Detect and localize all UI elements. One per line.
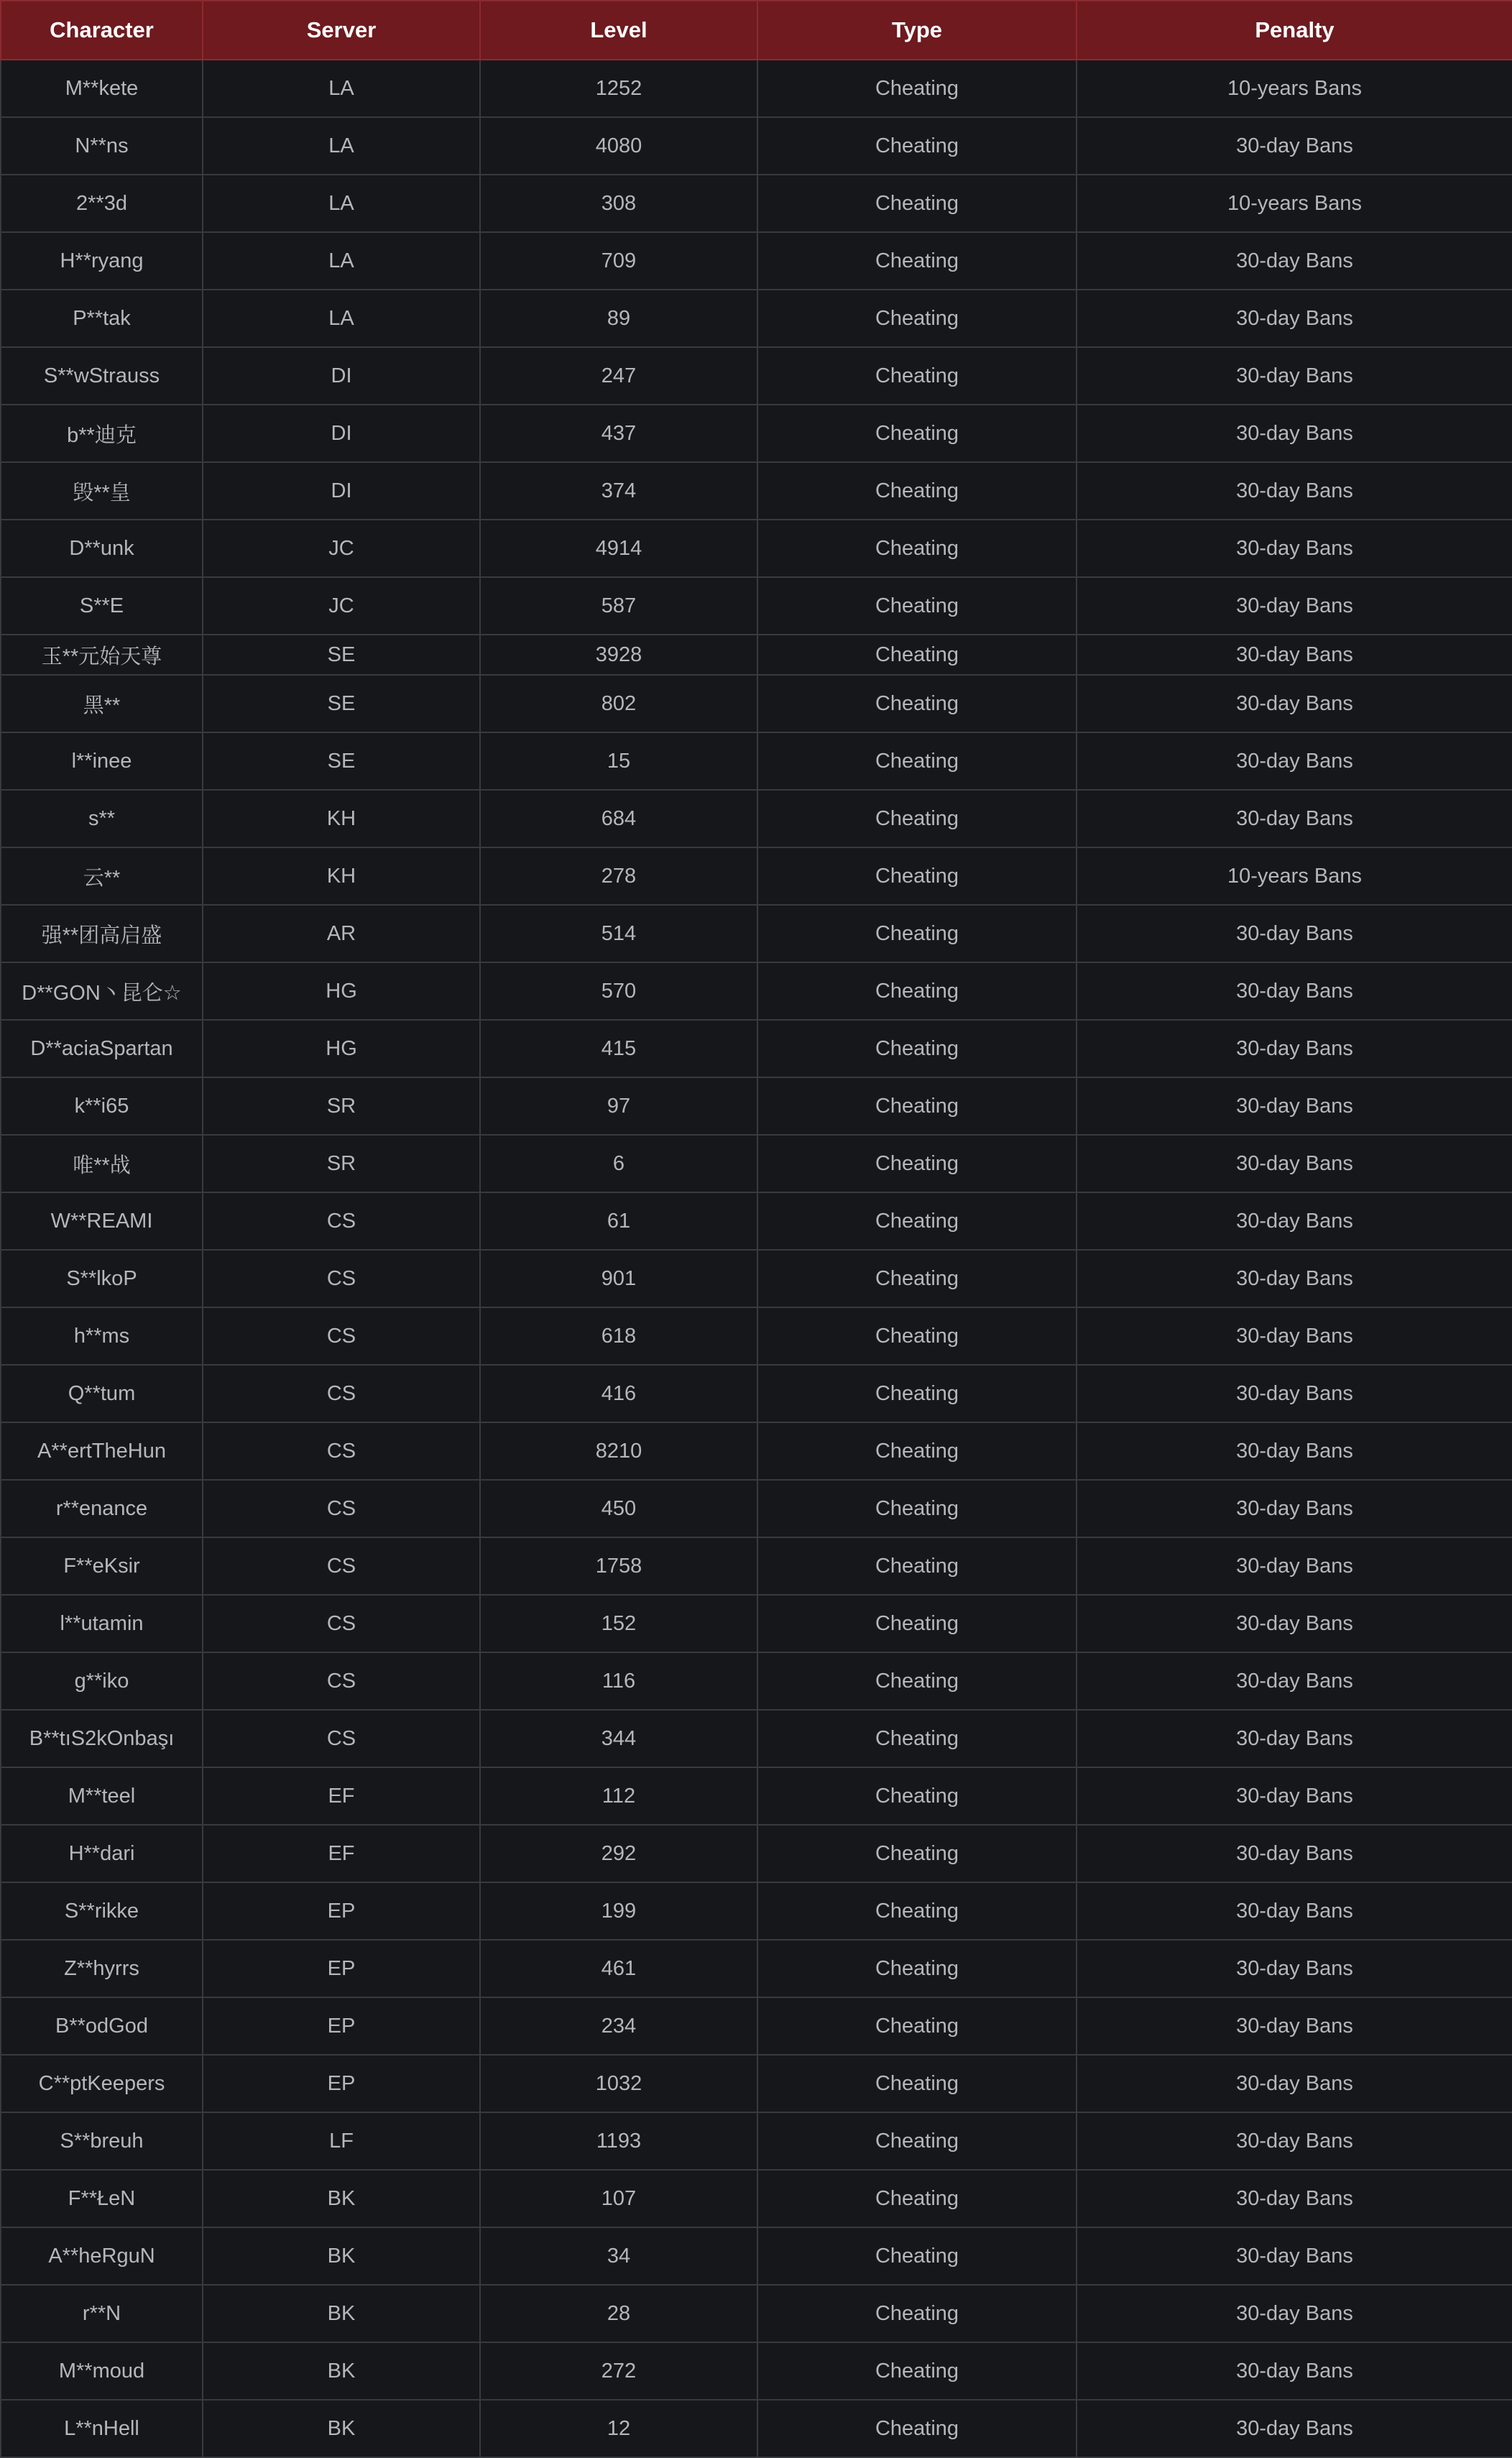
cell-penalty: 30-day Bans <box>1077 1997 1512 2055</box>
cell-level: 1032 <box>480 2055 757 2112</box>
cell-server: SE <box>203 675 480 732</box>
table-row <box>1 347 1512 405</box>
cell-type: Cheating <box>757 2112 1077 2170</box>
cell-penalty: 30-day Bans <box>1077 2342 1512 2400</box>
cell-type: Cheating <box>757 1250 1077 1307</box>
cell-penalty: 30-day Bans <box>1077 2112 1512 2170</box>
cell-penalty: 30-day Bans <box>1077 462 1512 520</box>
cell-penalty: 30-day Bans <box>1077 1480 1512 1537</box>
cell-server: LA <box>203 290 480 347</box>
cell-type: Cheating <box>757 2400 1077 2457</box>
cell-penalty: 10-years Bans <box>1077 60 1512 117</box>
cell-character: S**E <box>1 577 203 635</box>
cell-penalty: 30-day Bans <box>1077 1652 1512 1710</box>
cell-level: 28 <box>480 2285 757 2342</box>
cell-type: Cheating <box>757 1997 1077 2055</box>
cell-type: Cheating <box>757 905 1077 962</box>
cell-level: 437 <box>480 405 757 462</box>
cell-server: CS <box>203 1365 480 1422</box>
cell-level: 1252 <box>480 60 757 117</box>
cell-type: Cheating <box>757 462 1077 520</box>
cell-server: CS <box>203 1250 480 1307</box>
table-row <box>1 1595 1512 1652</box>
cell-penalty: 30-day Bans <box>1077 675 1512 732</box>
cell-server: DI <box>203 462 480 520</box>
header-character: Character <box>1 1 203 60</box>
cell-penalty: 30-day Bans <box>1077 1020 1512 1077</box>
cell-penalty: 30-day Bans <box>1077 1192 1512 1250</box>
cell-character: 玉**元始天尊 <box>1 635 203 675</box>
cell-type: Cheating <box>757 2055 1077 2112</box>
cell-type: Cheating <box>757 2342 1077 2400</box>
cell-character: L**nHell <box>1 2400 203 2457</box>
cell-level: 152 <box>480 1595 757 1652</box>
cell-penalty: 30-day Bans <box>1077 405 1512 462</box>
table-row <box>1 2055 1512 2112</box>
cell-type: Cheating <box>757 847 1077 905</box>
table-row <box>1 175 1512 232</box>
cell-type: Cheating <box>757 60 1077 117</box>
cell-penalty: 30-day Bans <box>1077 577 1512 635</box>
table-row <box>1 2400 1512 2457</box>
cell-character: W**REAMI <box>1 1192 203 1250</box>
cell-server: DI <box>203 347 480 405</box>
cell-server: BK <box>203 2285 480 2342</box>
cell-level: 684 <box>480 790 757 847</box>
cell-penalty: 30-day Bans <box>1077 1595 1512 1652</box>
table-row <box>1 1250 1512 1307</box>
cell-character: F**eKsir <box>1 1537 203 1595</box>
cell-penalty: 30-day Bans <box>1077 635 1512 675</box>
table-row <box>1 1997 1512 2055</box>
cell-level: 4080 <box>480 117 757 175</box>
table-row <box>1 232 1512 290</box>
cell-server: BK <box>203 2400 480 2457</box>
table-row <box>1 117 1512 175</box>
cell-character: D**unk <box>1 520 203 577</box>
cell-character: B**odGod <box>1 1997 203 2055</box>
cell-character: S**lkoP <box>1 1250 203 1307</box>
cell-server: CS <box>203 1710 480 1767</box>
cell-type: Cheating <box>757 2285 1077 2342</box>
cell-type: Cheating <box>757 577 1077 635</box>
cell-level: 587 <box>480 577 757 635</box>
cell-character: A**ertTheHun <box>1 1422 203 1480</box>
cell-character: F**ŁeN <box>1 2170 203 2227</box>
cell-server: CS <box>203 1652 480 1710</box>
cell-type: Cheating <box>757 1307 1077 1365</box>
cell-server: EP <box>203 1940 480 1997</box>
cell-penalty: 30-day Bans <box>1077 1767 1512 1825</box>
cell-level: 15 <box>480 732 757 790</box>
cell-character: S**wStrauss <box>1 347 203 405</box>
cell-character: l**inee <box>1 732 203 790</box>
cell-level: 1758 <box>480 1537 757 1595</box>
cell-server: SE <box>203 732 480 790</box>
cell-penalty: 30-day Bans <box>1077 1365 1512 1422</box>
cell-penalty: 30-day Bans <box>1077 1825 1512 1882</box>
cell-penalty: 30-day Bans <box>1077 790 1512 847</box>
table-row <box>1 1307 1512 1365</box>
cell-character: 云** <box>1 847 203 905</box>
cell-level: 107 <box>480 2170 757 2227</box>
cell-type: Cheating <box>757 1077 1077 1135</box>
table-row <box>1 1192 1512 1250</box>
table-row <box>1 732 1512 790</box>
cell-character: D**GON丶昆仑☆ <box>1 962 203 1020</box>
cell-penalty: 30-day Bans <box>1077 2055 1512 2112</box>
cell-penalty: 10-years Bans <box>1077 175 1512 232</box>
cell-type: Cheating <box>757 1767 1077 1825</box>
cell-server: CS <box>203 1595 480 1652</box>
cell-server: LA <box>203 232 480 290</box>
cell-level: 292 <box>480 1825 757 1882</box>
table-row <box>1 790 1512 847</box>
cell-server: LA <box>203 60 480 117</box>
table-row <box>1 1135 1512 1192</box>
table-row <box>1 577 1512 635</box>
cell-server: KH <box>203 790 480 847</box>
cell-level: 416 <box>480 1365 757 1422</box>
cell-level: 1193 <box>480 2112 757 2170</box>
cell-type: Cheating <box>757 117 1077 175</box>
cell-type: Cheating <box>757 962 1077 1020</box>
cell-character: H**ryang <box>1 232 203 290</box>
table-row <box>1 1710 1512 1767</box>
table-header <box>1 1 1512 60</box>
cell-server: SE <box>203 635 480 675</box>
cell-penalty: 10-years Bans <box>1077 847 1512 905</box>
cell-penalty: 30-day Bans <box>1077 732 1512 790</box>
cell-server: CS <box>203 1480 480 1537</box>
header-row <box>1 1 1512 60</box>
cell-server: SR <box>203 1135 480 1192</box>
cell-server: DI <box>203 405 480 462</box>
cell-level: 344 <box>480 1710 757 1767</box>
header-level: Level <box>480 1 757 60</box>
cell-server: HG <box>203 962 480 1020</box>
cell-penalty: 30-day Bans <box>1077 2170 1512 2227</box>
cell-type: Cheating <box>757 347 1077 405</box>
cell-server: BK <box>203 2170 480 2227</box>
cell-penalty: 30-day Bans <box>1077 1537 1512 1595</box>
cell-character: k**i65 <box>1 1077 203 1135</box>
cell-type: Cheating <box>757 2227 1077 2285</box>
cell-server: KH <box>203 847 480 905</box>
cell-server: JC <box>203 520 480 577</box>
cell-level: 247 <box>480 347 757 405</box>
cell-server: EF <box>203 1825 480 1882</box>
cell-server: EP <box>203 1997 480 2055</box>
cell-character: 2**3d <box>1 175 203 232</box>
cell-level: 802 <box>480 675 757 732</box>
cell-server: EP <box>203 1882 480 1940</box>
cell-character: H**dari <box>1 1825 203 1882</box>
table-row <box>1 1020 1512 1077</box>
cell-level: 901 <box>480 1250 757 1307</box>
cell-server: CS <box>203 1422 480 1480</box>
cell-type: Cheating <box>757 1537 1077 1595</box>
cell-penalty: 30-day Bans <box>1077 290 1512 347</box>
table-row <box>1 290 1512 347</box>
cell-penalty: 30-day Bans <box>1077 1077 1512 1135</box>
cell-level: 3928 <box>480 635 757 675</box>
table-row <box>1 520 1512 577</box>
cell-character: B**tıS2kOnbaşı <box>1 1710 203 1767</box>
cell-level: 116 <box>480 1652 757 1710</box>
cell-character: S**rikke <box>1 1882 203 1940</box>
cell-level: 12 <box>480 2400 757 2457</box>
cell-server: CS <box>203 1192 480 1250</box>
cell-type: Cheating <box>757 635 1077 675</box>
cell-type: Cheating <box>757 1480 1077 1537</box>
cell-character: N**ns <box>1 117 203 175</box>
header-type: Type <box>757 1 1077 60</box>
table-row <box>1 1882 1512 1940</box>
cell-level: 61 <box>480 1192 757 1250</box>
cell-character: 唯**战 <box>1 1135 203 1192</box>
table-row <box>1 1077 1512 1135</box>
cell-server: EP <box>203 2055 480 2112</box>
cell-penalty: 30-day Bans <box>1077 1710 1512 1767</box>
cell-type: Cheating <box>757 520 1077 577</box>
cell-type: Cheating <box>757 1020 1077 1077</box>
cell-type: Cheating <box>757 175 1077 232</box>
cell-penalty: 30-day Bans <box>1077 520 1512 577</box>
cell-server: BK <box>203 2227 480 2285</box>
cell-character: g**iko <box>1 1652 203 1710</box>
cell-server: EF <box>203 1767 480 1825</box>
cell-penalty: 30-day Bans <box>1077 1250 1512 1307</box>
cell-server: SR <box>203 1077 480 1135</box>
cell-type: Cheating <box>757 1825 1077 1882</box>
cell-level: 278 <box>480 847 757 905</box>
cell-level: 89 <box>480 290 757 347</box>
cell-type: Cheating <box>757 405 1077 462</box>
cell-character: Q**tum <box>1 1365 203 1422</box>
cell-character: l**utamin <box>1 1595 203 1652</box>
cell-penalty: 30-day Bans <box>1077 2285 1512 2342</box>
cell-level: 514 <box>480 905 757 962</box>
cell-level: 8210 <box>480 1422 757 1480</box>
cell-level: 374 <box>480 462 757 520</box>
header-server: Server <box>203 1 480 60</box>
cell-level: 4914 <box>480 520 757 577</box>
cell-character: 毁**皇 <box>1 462 203 520</box>
table-row <box>1 675 1512 732</box>
table-row <box>1 1365 1512 1422</box>
cell-server: CS <box>203 1537 480 1595</box>
table-row <box>1 1480 1512 1537</box>
table-row <box>1 405 1512 462</box>
cell-level: 308 <box>480 175 757 232</box>
cell-server: CS <box>203 1307 480 1365</box>
table-row <box>1 1652 1512 1710</box>
cell-penalty: 30-day Bans <box>1077 962 1512 1020</box>
cell-level: 199 <box>480 1882 757 1940</box>
cell-server: JC <box>203 577 480 635</box>
cell-character: b**迪克 <box>1 405 203 462</box>
cell-character: P**tak <box>1 290 203 347</box>
cell-character: C**ptKeepers <box>1 2055 203 2112</box>
cell-character: 黑** <box>1 675 203 732</box>
cell-server: LF <box>203 2112 480 2170</box>
table-row <box>1 962 1512 1020</box>
table-row <box>1 462 1512 520</box>
cell-penalty: 30-day Bans <box>1077 1135 1512 1192</box>
cell-level: 709 <box>480 232 757 290</box>
cell-type: Cheating <box>757 1652 1077 1710</box>
table-row <box>1 1422 1512 1480</box>
header-penalty: Penalty <box>1077 1 1512 60</box>
cell-type: Cheating <box>757 1940 1077 1997</box>
cell-penalty: 30-day Bans <box>1077 1940 1512 1997</box>
table-row <box>1 1940 1512 1997</box>
table-body <box>1 60 1512 2457</box>
table-row <box>1 2342 1512 2400</box>
cell-type: Cheating <box>757 790 1077 847</box>
cell-type: Cheating <box>757 1422 1077 1480</box>
cell-server: LA <box>203 175 480 232</box>
cell-penalty: 30-day Bans <box>1077 1882 1512 1940</box>
cell-level: 234 <box>480 1997 757 2055</box>
cell-level: 272 <box>480 2342 757 2400</box>
cell-penalty: 30-day Bans <box>1077 905 1512 962</box>
cell-type: Cheating <box>757 1882 1077 1940</box>
table-row <box>1 2112 1512 2170</box>
cell-server: BK <box>203 2342 480 2400</box>
cell-character: D**aciaSpartan <box>1 1020 203 1077</box>
cell-server: HG <box>203 1020 480 1077</box>
cell-level: 112 <box>480 1767 757 1825</box>
cell-type: Cheating <box>757 1365 1077 1422</box>
cell-type: Cheating <box>757 2170 1077 2227</box>
cell-server: LA <box>203 117 480 175</box>
cell-character: 强**团高启盛 <box>1 905 203 962</box>
cell-level: 97 <box>480 1077 757 1135</box>
cell-penalty: 30-day Bans <box>1077 232 1512 290</box>
cell-character: s** <box>1 790 203 847</box>
cell-type: Cheating <box>757 732 1077 790</box>
cell-type: Cheating <box>757 675 1077 732</box>
cell-level: 415 <box>480 1020 757 1077</box>
cell-server: AR <box>203 905 480 962</box>
cell-character: M**kete <box>1 60 203 117</box>
cell-penalty: 30-day Bans <box>1077 347 1512 405</box>
table-row <box>1 1825 1512 1882</box>
table-row <box>1 1537 1512 1595</box>
cell-type: Cheating <box>757 1710 1077 1767</box>
table-row <box>1 2227 1512 2285</box>
table-row <box>1 60 1512 117</box>
cell-level: 450 <box>480 1480 757 1537</box>
table-row <box>1 635 1512 675</box>
cell-character: A**heRguN <box>1 2227 203 2285</box>
cell-type: Cheating <box>757 290 1077 347</box>
cell-character: M**moud <box>1 2342 203 2400</box>
cell-character: Z**hyrrs <box>1 1940 203 1997</box>
cell-character: r**N <box>1 2285 203 2342</box>
cell-type: Cheating <box>757 1135 1077 1192</box>
cell-penalty: 30-day Bans <box>1077 117 1512 175</box>
cell-character: S**breuh <box>1 2112 203 2170</box>
cell-character: r**enance <box>1 1480 203 1537</box>
cell-type: Cheating <box>757 232 1077 290</box>
cell-level: 461 <box>480 1940 757 1997</box>
cell-penalty: 30-day Bans <box>1077 1422 1512 1480</box>
table-row <box>1 905 1512 962</box>
cell-character: h**ms <box>1 1307 203 1365</box>
cell-level: 34 <box>480 2227 757 2285</box>
table-row <box>1 1767 1512 1825</box>
table-row <box>1 2285 1512 2342</box>
cell-penalty: 30-day Bans <box>1077 1307 1512 1365</box>
table-row <box>1 847 1512 905</box>
table-row <box>1 2170 1512 2227</box>
cell-penalty: 30-day Bans <box>1077 2400 1512 2457</box>
cell-level: 6 <box>480 1135 757 1192</box>
cell-type: Cheating <box>757 1192 1077 1250</box>
cell-level: 618 <box>480 1307 757 1365</box>
cell-penalty: 30-day Bans <box>1077 2227 1512 2285</box>
cell-type: Cheating <box>757 1595 1077 1652</box>
cell-character: M**teel <box>1 1767 203 1825</box>
cell-level: 570 <box>480 962 757 1020</box>
